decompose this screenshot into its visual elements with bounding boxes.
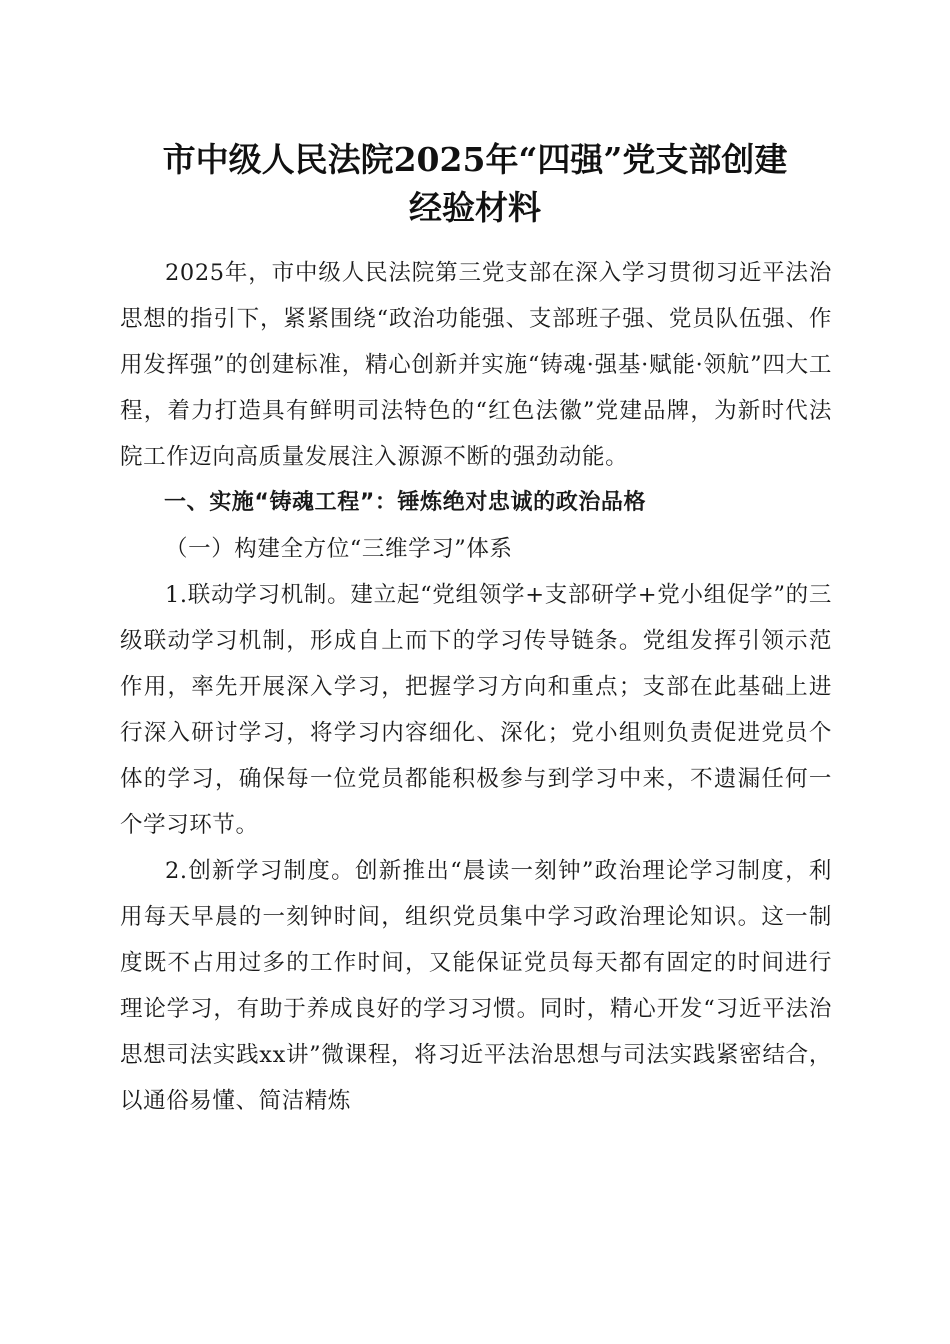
subsection-heading: （一）构建全方位“三维学习”体系 <box>165 536 513 562</box>
title-line-1: 市中级人民法院2025年“四强”党支部创建 <box>162 140 788 179</box>
intro-paragraph: 2025年，市中级人民法院第三党支部在深入学习贯彻习近平法治思想的指引下，紧紧围绕“政治功能强、支部班子强、党员队伍强、作用发挥强”的创建标准，精心创新并实施“铸魂·强基·赋能·领航”四大工程，着力打造具有鲜明司法特色的“红色法徽”党建品牌，为新时代法院工作迈向高质量发展注入源源不断的强劲动能。 <box>120 260 832 470</box>
section-heading: 一、实施“铸魂工程”：锤炼绝对忠诚的政治品格 <box>164 490 647 515</box>
title-line-2: 经验材料 <box>409 188 541 227</box>
document-title <box>80 136 870 232</box>
item-paragraph-1: 1.联动学习机制。建立起“党组领学+支部研学+党小组促学”的三级联动学习机制，形成自上而下的学习传导链条。党组发挥引领示范作用，率先开展深入学习，把握学习方向和重点；支部在此基础上进行深入研讨学习，将学习内容细化、深化；党小组则负责促进党员个体的学习，确保每一位党员都能积极参与到学习中来，不遗漏任何一个学习环节。 <box>120 582 832 838</box>
item-paragraph-2: 2.创新学习制度。创新推出“晨读一刻钟”政治理论学习制度，利用每天早晨的一刻钟时间，组织党员集中学习政治理论知识。这一制度既不占用过多的工作时间，又能保证党员每天都有固定的时间进行理论学习，有助于养成良好的学习习惯。同时，精心开发“习近平法治思想司法实践xx讲”微课程，将习近平法治思想与司法实践紧密结合，以通俗易懂、简洁精炼 <box>120 858 832 1114</box>
document-body <box>120 250 832 1124</box>
